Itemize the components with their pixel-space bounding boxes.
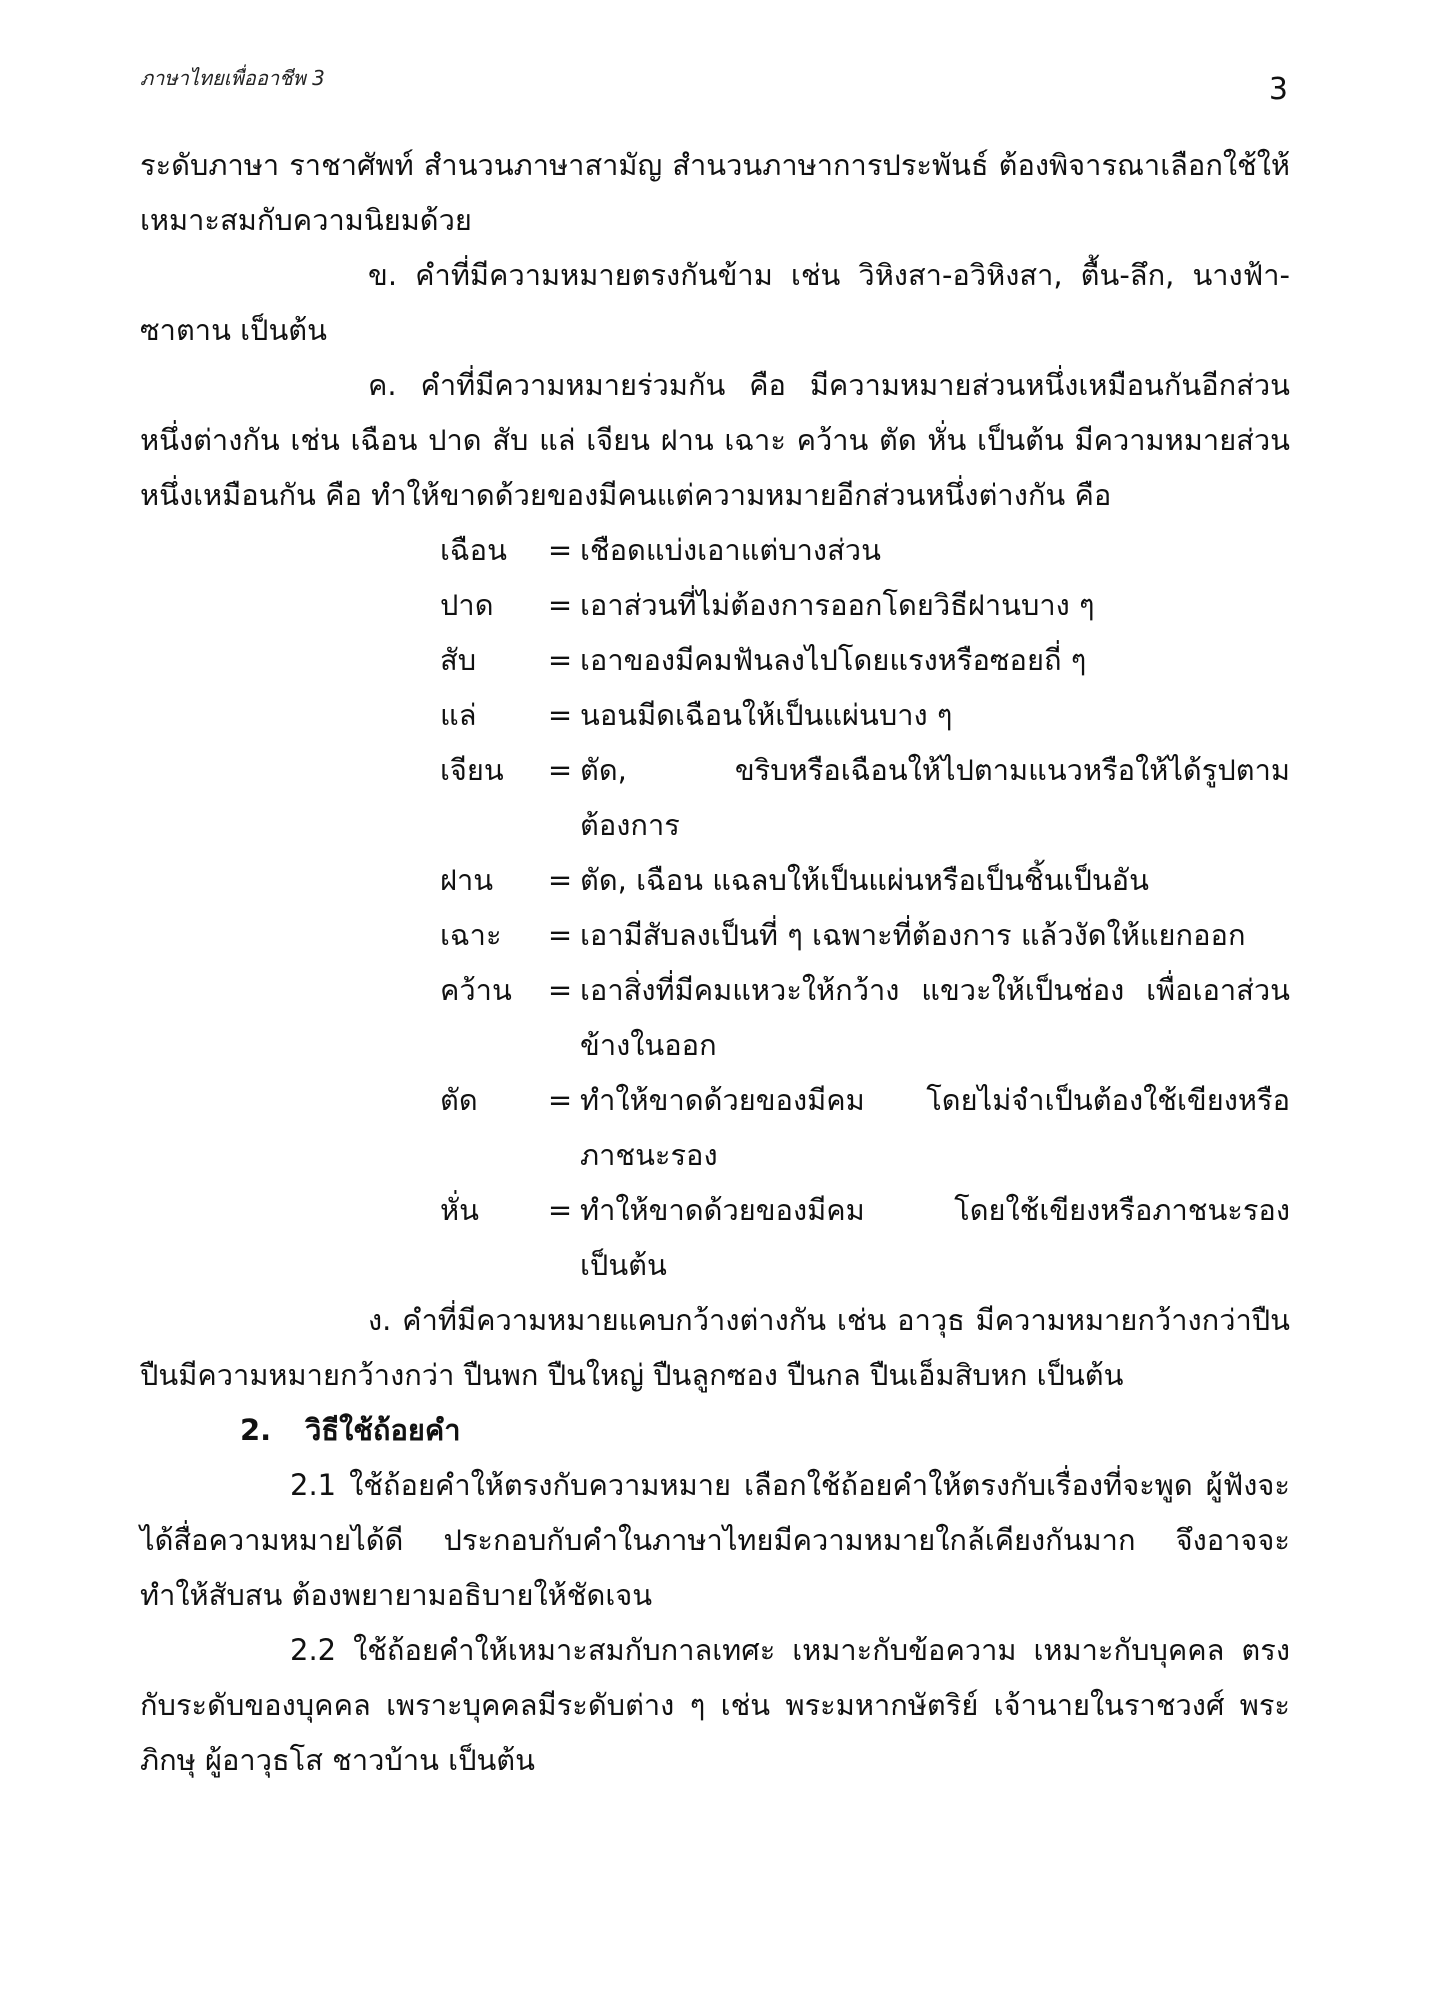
definition-row — [440, 963, 1290, 1073]
equals-sign: = — [547, 973, 573, 1007]
equals-sign: = — [547, 918, 573, 952]
equals-sign: = — [547, 753, 573, 787]
section-number: 2. — [240, 1413, 272, 1447]
equals-sign: = — [547, 588, 573, 622]
definition-meaning: นอนมีดเฉือนให้เป็นแผ่นบาง ๆ — [580, 698, 953, 732]
definition-term: เฉือน — [440, 533, 507, 567]
definition-meaning: เชือดแบ่งเอาแต่บางส่วน — [580, 533, 881, 567]
equals-sign: = — [547, 533, 573, 567]
equals-sign: = — [547, 698, 573, 732]
definition-meaning: ทำให้ขาดด้วยของมีคม โดยไม่จำเป็นต้องใช้เขียงหรือภาชนะรอง — [580, 1083, 1290, 1172]
equals-sign: = — [547, 863, 573, 897]
page-number: 3 — [1268, 72, 1288, 107]
definition-row — [440, 1183, 1290, 1293]
definition-meaning: ตัด, เฉือน แฉลบให้เป็นแผ่นหรือเป็นชิ้นเป็นอัน — [580, 863, 1149, 897]
definition-term: เฉาะ — [440, 918, 502, 952]
definition-row — [440, 688, 1290, 743]
definition-term: สับ — [440, 643, 477, 677]
page-body — [140, 138, 1290, 1788]
definition-meaning: เอามีสับลงเป็นที่ ๆ เฉพาะที่ต้องการ แล้วงัดให้แยกออก — [580, 918, 1246, 952]
paragraph-2-1: 2.1 ใช้ถ้อยคำให้ตรงกับความหมาย เลือกใช้ถ้อยคำให้ตรงกับเรื่องที่จะพูด ผู้ฟังจะได้สื่อความหมายได้ดี ประกอบกับคำในภาษาไทยมีความหมายใกล้เคียงกันมาก จึงอาจจะทำให้สับสน ต้องพยายามอธิบายให้ชัดเจน — [140, 1468, 1290, 1612]
item-ngo-paragraph: ง. คำที่มีความหมายแคบกว้างต่างกัน เช่น อาวุธ มีความหมายกว้างกว่าปืน ปืนมีความหมายกว้างกว่า ปืนพก ปืนใหญ่ ปืนลูกซอง ปืนกล ปืนเอ็มสิบหก เป็นต้น — [140, 1303, 1290, 1392]
definition-meaning: ตัด, ขริบหรือเฉือนให้ไปตามแนวหรือให้ได้รูปตามต้องการ — [580, 753, 1290, 842]
definition-meaning: เอาของมีคมฟันลงไปโดยแรงหรือซอยถี่ ๆ — [580, 643, 1087, 677]
item-kho-khwai-paragraph: ค. คำที่มีความหมายร่วมกัน คือ มีความหมายส่วนหนึ่งเหมือนกันอีกส่วนหนึ่งต่างกัน เช่น เฉือน ปาด สับ แล่ เจียน ฝาน เฉาะ คว้าน ตัด หั่น เป็นต้น มีความหมายส่วนหนึ่งเหมือนกัน คือ ทำให้ขาดด้วยของมีคนแต่ความหมายอีกส่วนหนึ่งต่างกัน คือ — [140, 368, 1290, 512]
definition-meaning: เอาส่วนที่ไม่ต้องการออกโดยวิธีฝานบาง ๆ — [580, 588, 1095, 622]
definition-term: ปาด — [440, 588, 494, 622]
definition-term: แล่ — [440, 698, 477, 732]
equals-sign: = — [547, 1083, 573, 1117]
intro-paragraph: ระดับภาษา ราชาศัพท์ สำนวนภาษาสามัญ สำนวนภาษาการประพันธ์ ต้องพิจารณาเลือกใช้ให้เหมาะสมกับความนิยมด้วย — [140, 148, 1290, 237]
definition-row — [440, 578, 1290, 633]
definition-row — [440, 1073, 1290, 1183]
definition-row — [440, 743, 1290, 853]
definition-row — [440, 853, 1290, 908]
definition-meaning: ทำให้ขาดด้วยของมีคม โดยใช้เขียงหรือภาชนะรองเป็นต้น — [580, 1193, 1290, 1282]
definition-term: คว้าน — [440, 973, 512, 1007]
definition-row — [440, 908, 1290, 963]
section-heading — [140, 1403, 1290, 1458]
definition-term: ฝาน — [440, 863, 494, 897]
definition-term: เจียน — [440, 753, 504, 787]
section-title: วิธีใช้ถ้อยคำ — [305, 1413, 461, 1447]
equals-sign: = — [547, 643, 573, 677]
equals-sign: = — [547, 1193, 573, 1227]
definition-term: หั่น — [440, 1193, 479, 1227]
definition-list — [440, 523, 1290, 1293]
paragraph-2-2: 2.2 ใช้ถ้อยคำให้เหมาะสมกับกาลเทศะ เหมาะกับข้อความ เหมาะกับบุคคล ตรงกับระดับของบุคคล เพราะบุคคลมีระดับต่าง ๆ เช่น พระมหากษัตริย์ เจ้านายในราชวงศ์ พระภิกษุ ผู้อาวุธโส ชาวบ้าน เป็นต้น — [140, 1633, 1290, 1777]
definition-meaning: เอาสิ่งที่มีคมแหวะให้กว้าง แขวะให้เป็นช่อง เพื่อเอาส่วนข้างในออก — [580, 973, 1290, 1062]
definition-row — [440, 633, 1290, 688]
item-kho-paragraph: ข. คำที่มีความหมายตรงกันข้าม เช่น วิหิงสา-อวิหิงสา, ตื้น-ลึก, นางฟ้า-ซาตาน เป็นต้น — [140, 258, 1290, 347]
definition-row — [440, 523, 1290, 578]
running-header: ภาษาไทยเพื่ออาชีพ 3 — [140, 66, 325, 90]
definition-term: ตัด — [440, 1083, 478, 1117]
